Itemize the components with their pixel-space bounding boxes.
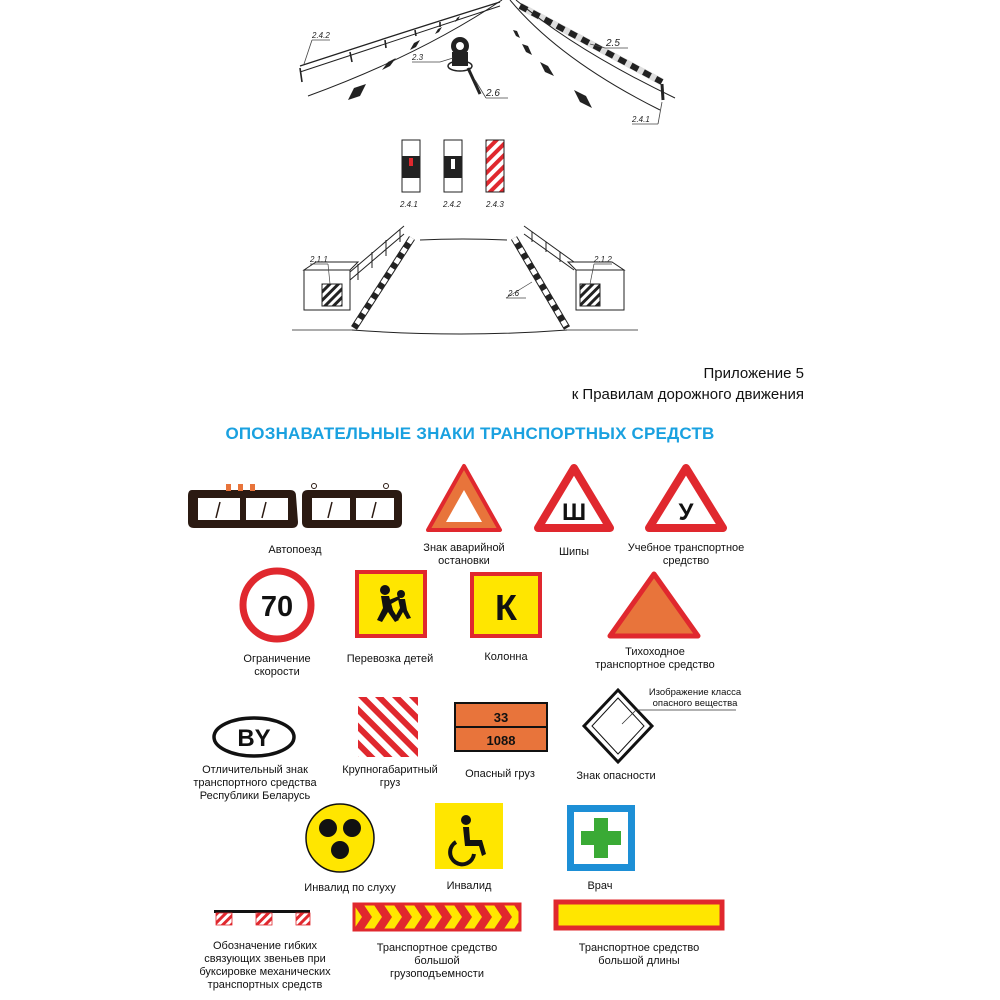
- deaf-dots-icon: [304, 802, 376, 874]
- road-label: 2.4.2: [312, 31, 330, 40]
- appendix-number: Приложение 5: [703, 365, 804, 382]
- caption-road-train: Автопоезд: [268, 544, 322, 556]
- post-label: 2.4.2: [443, 200, 461, 209]
- bridge-label: 2.1.2: [594, 255, 612, 264]
- caption-oversize: Крупногабаритный груз: [342, 764, 438, 789]
- post-label: 2.4.3: [486, 200, 504, 209]
- speed-limit-value: 70: [260, 591, 294, 623]
- tow-flag-icon: [212, 908, 312, 928]
- country-code: BY: [237, 725, 271, 752]
- hazard-id-number: 33: [493, 710, 509, 725]
- caption-doctor: Врач: [587, 880, 613, 892]
- training-letter: У: [678, 499, 694, 526]
- caption-speed-limit: Ограничение скорости: [243, 653, 311, 678]
- convoy-icon: [470, 572, 542, 638]
- road-marking-diagram: [290, 0, 690, 130]
- wheelchair-icon: [434, 802, 504, 870]
- children-icon: [355, 570, 427, 638]
- caption-deaf: Инвалид по слуху: [304, 882, 396, 894]
- convoy-letter: К: [495, 587, 517, 628]
- caption-tow-link: Обозначение гибких связующих звеньев при буксировке механических транспортных средств: [199, 940, 331, 991]
- caption-heavy: Транспортное средство большой грузоподъемности: [376, 942, 498, 980]
- section-title: ОПОЗНАВАТЕЛЬНЫЕ ЗНАКИ ТРАНСПОРТНЫХ СРЕДСТВ: [225, 424, 715, 443]
- medical-cross-icon: [566, 804, 636, 872]
- heavy-chevron-plate-icon: [352, 902, 522, 932]
- slow-vehicle-triangle-icon: [606, 570, 702, 640]
- long-vehicle-plate-icon: [554, 900, 724, 930]
- marker-posts-diagram: [398, 134, 528, 216]
- road-label: 2.3: [412, 53, 424, 62]
- caption-children: Перевозка детей: [346, 653, 434, 665]
- caption-emergency-stop: Знак аварийной остановки: [423, 542, 505, 567]
- studs-triangle-icon: [534, 462, 614, 534]
- studs-letter: Ш: [561, 499, 587, 526]
- appendix-subtitle: к Правилам дорожного движения: [571, 386, 804, 403]
- road-train-lights-icon: [186, 482, 404, 538]
- bridge-label: 2.1.1: [310, 255, 328, 264]
- un-number: 1088: [486, 733, 516, 748]
- training-triangle-icon: [645, 462, 727, 534]
- country-oval-icon: [210, 714, 298, 760]
- caption-studs: Шипы: [558, 546, 590, 558]
- caption-long: Транспортное средство большой длины: [578, 942, 700, 967]
- caption-slow-vehicle: Тихоходное транспортное средство: [595, 646, 715, 671]
- bridge-diagram: [292, 218, 638, 338]
- hazard-plate-icon: [454, 702, 548, 752]
- danger-callout: Изображение класса опасного вещества: [648, 687, 742, 709]
- bridge-label: 2.6: [508, 289, 520, 298]
- caption-disabled: Инвалид: [446, 880, 492, 892]
- caption-dangerous-cargo: Опасный груз: [465, 768, 535, 780]
- warning-triangle-icon: [426, 462, 502, 534]
- caption-country: Отличительный знак транспортного средства Республики Беларусь: [193, 764, 317, 802]
- road-label: 2.6: [486, 88, 500, 99]
- oversize-stripes-icon: [357, 696, 419, 758]
- speed-limit-icon: [238, 566, 316, 644]
- caption-danger: Знак опасности: [576, 770, 656, 782]
- caption-convoy: Колонна: [484, 651, 528, 663]
- road-label: 2.4.1: [632, 115, 650, 124]
- road-label: 2.5: [606, 38, 620, 49]
- post-label: 2.4.1: [400, 200, 418, 209]
- caption-training: Учебное транспортное средство: [627, 542, 745, 567]
